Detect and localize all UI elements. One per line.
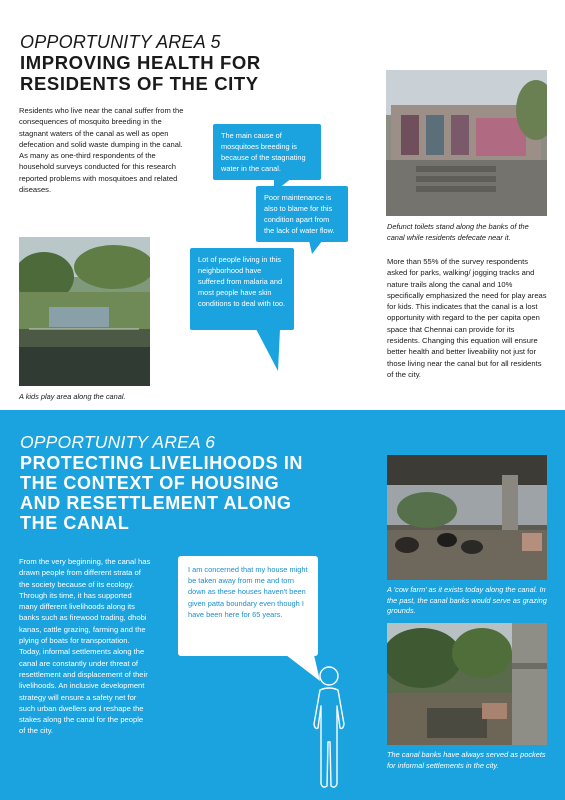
section-title xyxy=(20,453,303,534)
defunct-toilets-photo xyxy=(386,70,547,216)
survey-paragraph: More than 55% of the survey respondents asked for parks, walking/ jogging tracks and nature trails along the canal and 10% specifically emphasized the need for play areas for kids. This indicates that the canal is a lost opportunity with regard to the per capita open space that Chennai can provide for its residents. Changing this equation will ensure better health and better liveability not just for those living near the canal but for all residents of the city. xyxy=(387,257,547,379)
person-outline-icon xyxy=(306,662,352,792)
quote-bubble-maintenance: Poor maintenance is also to blame for this condition apart from the lack of water flow. xyxy=(256,186,348,242)
kids-play-area-photo xyxy=(19,237,150,386)
title-line-1: PROTECTING LIVELIHOODS IN xyxy=(20,453,304,473)
bubble-tail xyxy=(250,329,286,373)
resident-quote-bubble: I am concerned that my house might be taken away from me and torn down as these houses haven't been given patta boundary even though I have been here for 65 years. xyxy=(178,556,318,656)
intro-paragraph: Residents who live near the canal suffer from the consequences of mosquito breeding in the stagnant waters of the canal as well as open defecation and solid waste dumping in the canal. As many as one-third respondents of the household surveys conducted for this research reported problems with mosquitoes and related diseases. xyxy=(19,106,184,195)
defunct-toilets-caption: Defunct toilets stand along the banks of the canal while residents defecate near it. xyxy=(387,222,529,242)
section-label: OPPORTUNITY AREA 6 xyxy=(20,432,216,452)
livelihoods-paragraph: From the very beginning, the canal has drawn people from different strata of the society because of its ecology. Through its time, it has supported many different livelihoods along its banks such as firewood trading, dhobi kanas, cattle grazing, farming and the plying of boats for transportation. Today, informal settlements along the canal are constantly under threat of resettlement and displacement of their livelihoods. An inclusive development strategy will ensure a safety net for such urban dwellers and reshape the stakes along the canal for the people of the city. xyxy=(19,557,151,736)
kids-play-area-caption: A kids play area along the canal. xyxy=(19,392,126,401)
title-line-3: AND RESETTLEMENT ALONG xyxy=(20,493,292,514)
cow-farm-photo xyxy=(387,455,547,580)
title-line-2: THE CONTEXT OF HOUSING xyxy=(20,473,280,494)
quote-bubble-mosquito-cause: The main cause of mosquitoes breeding is because of the stagnating water in the canal. xyxy=(213,124,321,180)
section-title xyxy=(20,53,261,94)
informal-settlements-caption: The canal banks have always served as pockets for informal settlements in the city. xyxy=(387,750,546,770)
cow-farm-caption: A 'cow farm' as it exists today along the canal. In the past, the canal banks would serve as grazing grounds. xyxy=(387,585,547,615)
bubble-tail xyxy=(270,178,300,194)
title-line-4: THE CANAL xyxy=(20,513,130,534)
quote-bubble-malaria: Lot of people living in this neighborhood have suffered from malaria and most people have skin conditions to deal with too. xyxy=(190,248,294,330)
section-label: OPPORTUNITY AREA 5 xyxy=(20,32,221,52)
title-line-1: IMPROVING HEALTH FOR xyxy=(20,52,261,73)
bubble-tail xyxy=(300,236,330,256)
opportunity-area-6-section xyxy=(0,410,565,800)
informal-settlements-photo xyxy=(387,623,547,745)
title-line-2: RESIDENTS OF THE CITY xyxy=(20,72,259,94)
